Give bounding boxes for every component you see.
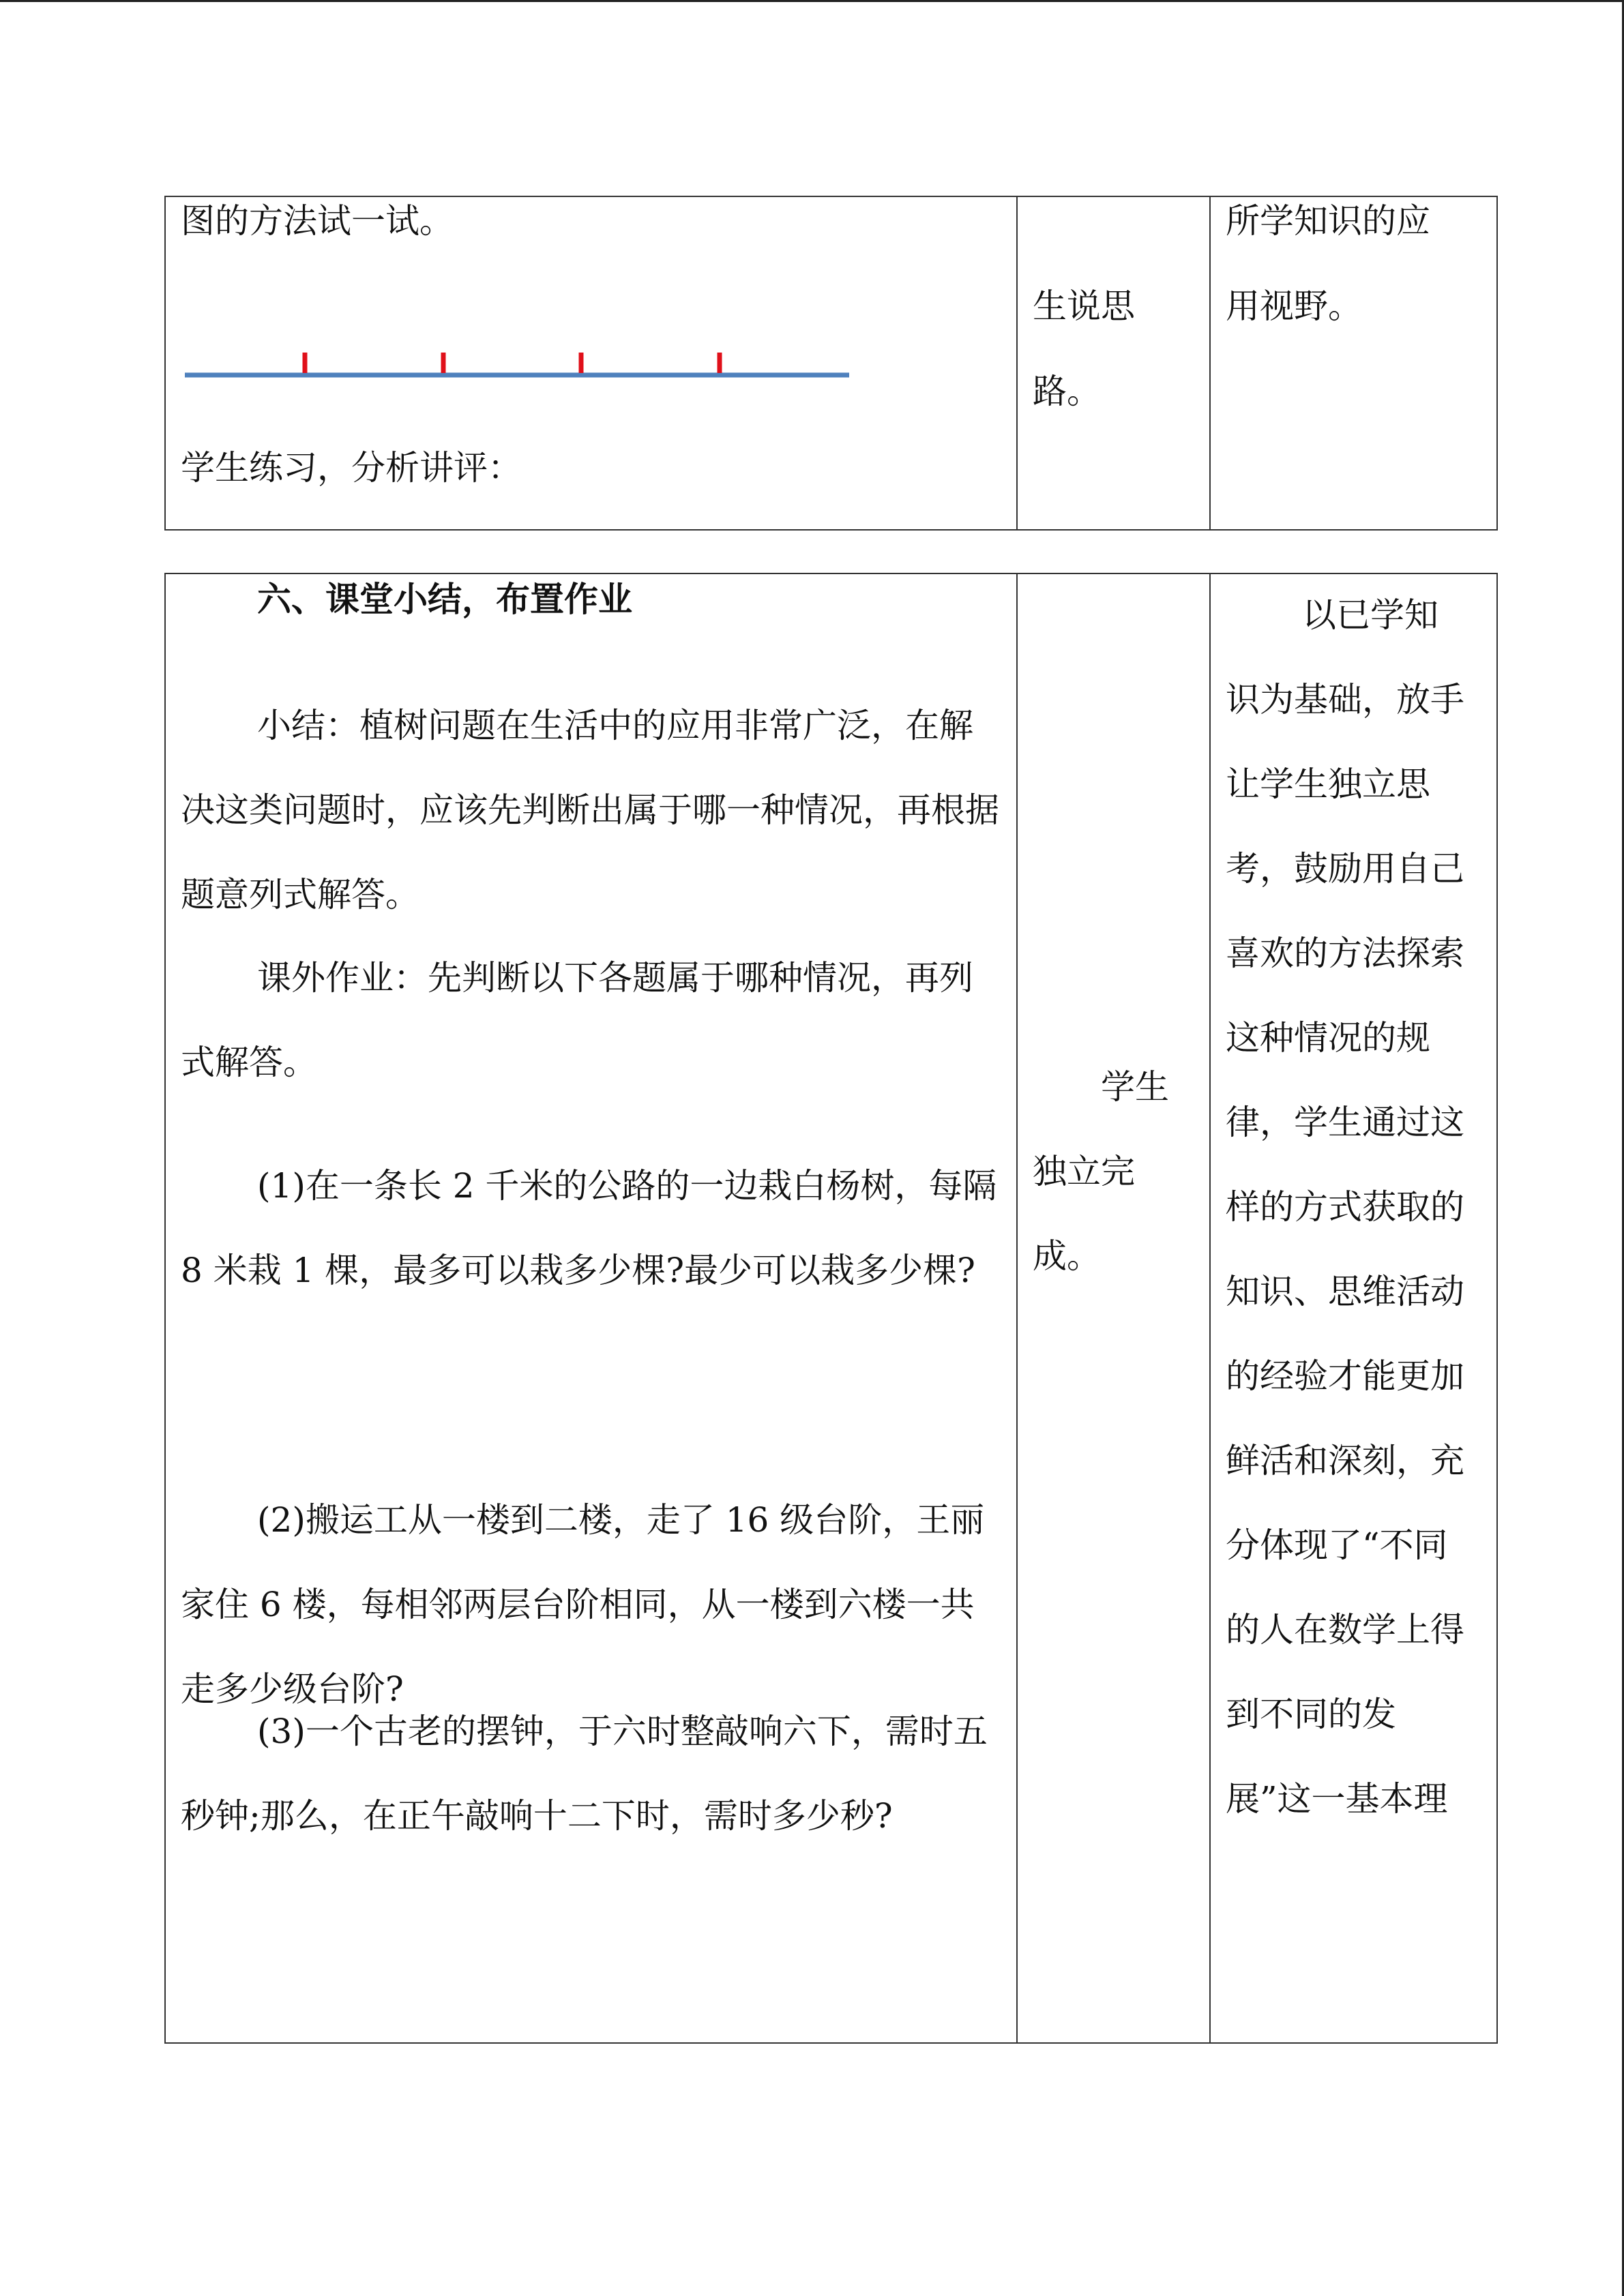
tree-planting-diagram — [183, 340, 866, 395]
table-continued — [164, 196, 1498, 531]
homework-question-1: (1)在一条长 2 千米的公路的一边栽白杨树，每隔 8 米栽 1 棵，最多可以栽多少棵?最少可以栽多少棵? — [181, 1166, 997, 1290]
top-border — [0, 0, 1624, 2]
text-design-intent-1: 所学知识的应 — [1226, 201, 1430, 241]
homework-question-3: (3)一个古老的摆钟，于六时整敲响六下，需时五秒钟;那么，在正午敲响十二下时，需时多少秒? — [181, 1712, 988, 1836]
section-heading: 六、课堂小结，布置作业 — [257, 579, 632, 619]
table-summary-homework — [164, 573, 1498, 2044]
col-student-activity — [1018, 574, 1211, 2042]
text-student-explain: 生说思 — [1033, 286, 1135, 326]
homework-intro: 课外作业：先判断以下各题属于哪种情况，再列式解答。 — [181, 958, 973, 1082]
text-try-diagram: 图的方法试一试。 — [181, 201, 454, 241]
col-teaching-process — [166, 574, 1018, 2042]
col-student-activity — [1018, 197, 1211, 529]
text-student-practice: 学生练习，分析讲评： — [181, 448, 522, 488]
col-teaching-process — [166, 197, 1018, 529]
summary-paragraph: 小结：植树问题在生活中的应用非常广泛，在解决这类问题时，应该先判断出属于哪一种情况，再根据题意列式解答。 — [181, 706, 999, 914]
col-design-intent — [1211, 574, 1497, 2042]
text-design-intent-2: 用视野。 — [1226, 286, 1362, 326]
text-design-rationale: 以已学知识为基础，放手让学生独立思考，鼓励用自己喜欢的方法探索这种情况的规律，学生通过这样的方式获取的知识、思维活动的经验才能更加鲜活和深刻，充分体现了“不同的人在数学上得到不同的发展”这一基本理 — [1226, 595, 1464, 1819]
homework-question-2: (2)搬运工从一楼到二楼，走了 16 级台阶，王丽家住 6 楼，每相邻两层台阶相同，从一楼到六楼一共走多少级台阶? — [181, 1500, 985, 1709]
text-student-explain-2: 路。 — [1033, 372, 1101, 411]
col-design-intent — [1211, 197, 1497, 529]
text-student-independent: 学生独立完成。 — [1033, 1067, 1169, 1276]
